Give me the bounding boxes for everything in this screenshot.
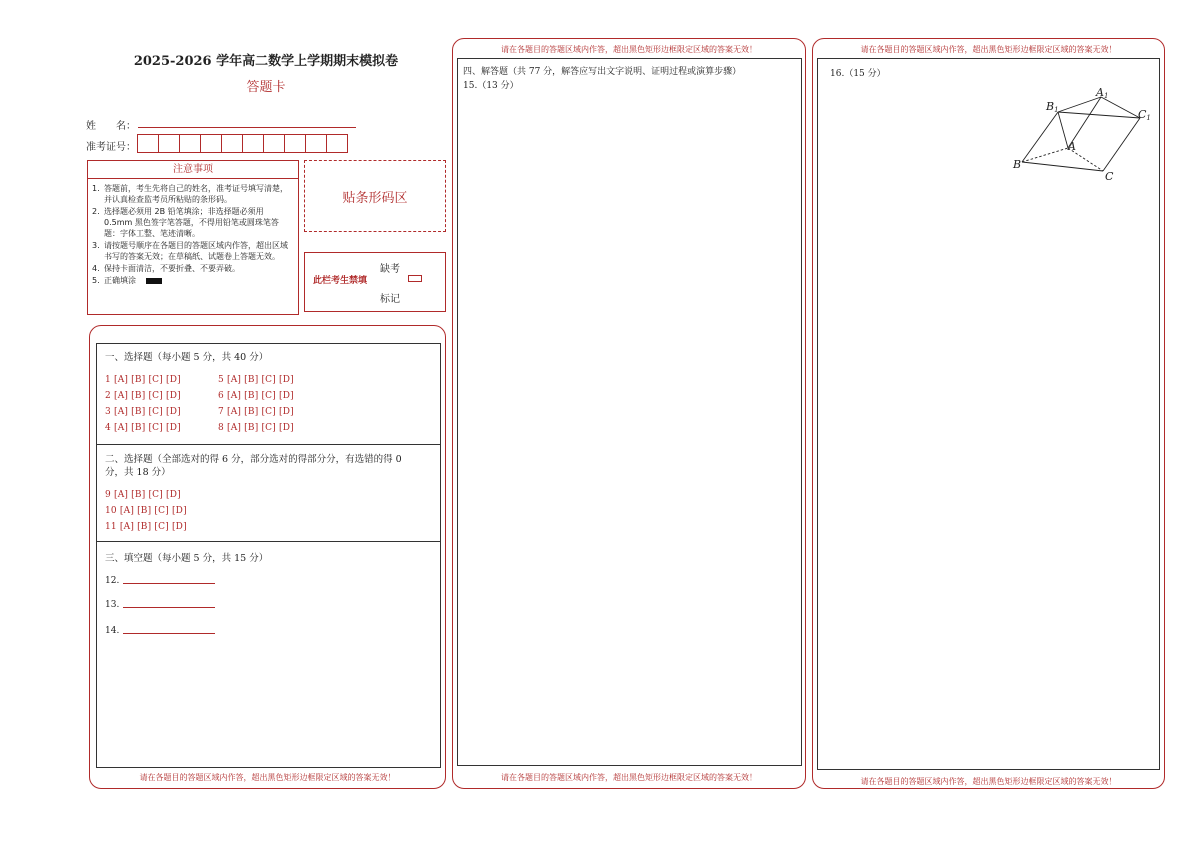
- id-number-boxes[interactable]: [137, 134, 347, 153]
- id-digit-box[interactable]: [263, 134, 285, 153]
- notice-num: 5.: [92, 276, 100, 285]
- warning-middle-bottom: 请在各题目的答题区域内作答，超出黑色矩形边框限定区域的答案无效！: [501, 773, 757, 782]
- edge-b1-c1: [1058, 112, 1140, 118]
- notice-num: 4.: [92, 264, 100, 273]
- name-field[interactable]: [138, 127, 356, 128]
- choice-row[interactable]: 4 [A] [B] [C] [D]: [105, 423, 181, 433]
- id-label: 准考证号：: [86, 142, 136, 153]
- choice-row[interactable]: 9 [A] [B] [C] [D]: [105, 490, 181, 500]
- notice-box: [87, 160, 299, 315]
- choice-row[interactable]: 7 [A] [B] [C] [D]: [218, 407, 294, 417]
- name-label: 姓 名：: [86, 121, 136, 132]
- section1-heading: 一、选择题（每小题 5 分，共 40 分）: [105, 352, 269, 363]
- absent-box: [304, 252, 446, 312]
- barcode-label: 贴条形码区: [342, 190, 408, 206]
- section2-heading-line1: 二、选择题（全部选对的得 6 分，部分选对的得部分分，有选错的得 0: [105, 454, 402, 465]
- notice-item: [92, 240, 294, 262]
- blank-number: 14.: [105, 626, 120, 636]
- id-digit-box[interactable]: [221, 134, 243, 153]
- absent-word-2: 标记: [380, 294, 400, 305]
- notice-item: [92, 275, 294, 286]
- notice-title: 注意事项: [88, 161, 298, 179]
- fill-blank-13[interactable]: [105, 600, 215, 610]
- id-digit-box[interactable]: [200, 134, 222, 153]
- edge-b1-b: [1022, 112, 1058, 162]
- absent-checkbox[interactable]: [408, 275, 422, 282]
- notice-text: 选择题必须用 2B 铅笔填涂；非选择题必须用 0.5mm 黑色签字笔答题，不得用铅笔或圆珠笔答题：字体工整、笔迹清晰。: [104, 207, 279, 238]
- choice-row[interactable]: 3 [A] [B] [C] [D]: [105, 407, 181, 417]
- blank-line[interactable]: [123, 583, 215, 584]
- question-15-label: 15.（13 分）: [463, 81, 519, 91]
- label-a: A: [1068, 140, 1076, 153]
- edge-c1-c: [1103, 118, 1140, 171]
- warning-right-bottom: 请在各题目的答题区域内作答，超出黑色矩形边框限定区域的答案无效！: [860, 777, 1117, 786]
- section-divider: [96, 444, 441, 445]
- id-digit-box[interactable]: [284, 134, 306, 153]
- absent-note: 此栏考生禁填: [313, 276, 368, 286]
- blank-number: 12.: [105, 576, 120, 586]
- warning-middle-top: 请在各题目的答题区域内作答，超出黑色矩形边框限定区域的答案无效！: [501, 45, 757, 54]
- notice-num: 1.: [92, 184, 100, 193]
- edge-b-a: [1022, 148, 1068, 162]
- notice-text: 保持卡面清洁，不要折叠、不要弄破。: [104, 264, 240, 273]
- fill-blank-12[interactable]: [105, 576, 215, 586]
- notice-list: [88, 179, 298, 286]
- fill-blank-14[interactable]: [105, 626, 215, 636]
- choice-row[interactable]: 11 [A] [B] [C] [D]: [105, 522, 187, 532]
- notice-text: 答题前，考生先将自己的姓名，准考证号填写清楚，并认真检查监考员所粘贴的条形码。: [104, 184, 288, 204]
- section2-heading-line2: 分，共 18 分）: [105, 467, 171, 478]
- choice-row[interactable]: 8 [A] [B] [C] [D]: [218, 423, 294, 433]
- edge-a1-c1: [1101, 97, 1140, 118]
- notice-item: [92, 206, 294, 239]
- label-b1: B1: [1046, 100, 1059, 114]
- choice-row[interactable]: 6 [A] [B] [C] [D]: [218, 391, 294, 401]
- section3-heading: 三、填空题（每小题 5 分，共 15 分）: [105, 553, 269, 564]
- notice-text: 请按题号顺序在各题目的答题区域内作答，超出区域书写的答案无效；在草稿纸、试题卷上答题无效。: [104, 241, 288, 261]
- label-a1: A1: [1096, 86, 1109, 100]
- edge-b1-a1: [1058, 97, 1101, 112]
- notice-text: 正确填涂: [104, 276, 136, 285]
- blank-line[interactable]: [123, 633, 215, 634]
- choice-row[interactable]: 1 [A] [B] [C] [D]: [105, 375, 181, 385]
- notice-item: [92, 263, 294, 274]
- label-c: C: [1105, 170, 1114, 183]
- blank-number: 13.: [105, 600, 120, 610]
- question-16-label: 16.（15 分）: [830, 69, 886, 79]
- barcode-area: [304, 160, 446, 232]
- id-digit-box[interactable]: [137, 134, 159, 153]
- blank-line[interactable]: [123, 607, 215, 608]
- choice-row[interactable]: 10 [A] [B] [C] [D]: [105, 506, 187, 516]
- notice-num: 2.: [92, 207, 100, 216]
- edge-b1-a: [1058, 112, 1068, 148]
- id-digit-box[interactable]: [305, 134, 327, 153]
- id-digit-box[interactable]: [242, 134, 264, 153]
- id-digit-box[interactable]: [179, 134, 201, 153]
- absent-word-1: 缺考: [380, 264, 400, 275]
- correct-fill-sample: [146, 278, 162, 284]
- id-digit-box[interactable]: [158, 134, 180, 153]
- exam-title: 2025-2026 学年高二数学上学期期末模拟卷: [133, 54, 399, 69]
- label-b: B: [1013, 158, 1022, 171]
- middle-answer-area[interactable]: [457, 58, 802, 766]
- choice-row[interactable]: 2 [A] [B] [C] [D]: [105, 391, 181, 401]
- choice-row[interactable]: 5 [A] [B] [C] [D]: [218, 375, 294, 385]
- id-digit-box[interactable]: [326, 134, 348, 153]
- notice-num: 3.: [92, 241, 100, 250]
- warning-right-top: 请在各题目的答题区域内作答，超出黑色矩形边框限定区域的答案无效！: [860, 45, 1117, 54]
- label-c1: C1: [1138, 108, 1151, 122]
- section4-heading: 四、解答题（共 77 分，解答应写出文字说明、证明过程或演算步骤）: [463, 67, 742, 77]
- warning-left-bottom: 请在各题目的答题区域内作答，超出黑色矩形边框限定区域的答案无效！: [139, 773, 396, 782]
- card-label: 答题卡: [246, 80, 286, 95]
- section-divider: [96, 541, 441, 542]
- notice-item: [92, 183, 294, 205]
- prism-figure: [1010, 84, 1160, 184]
